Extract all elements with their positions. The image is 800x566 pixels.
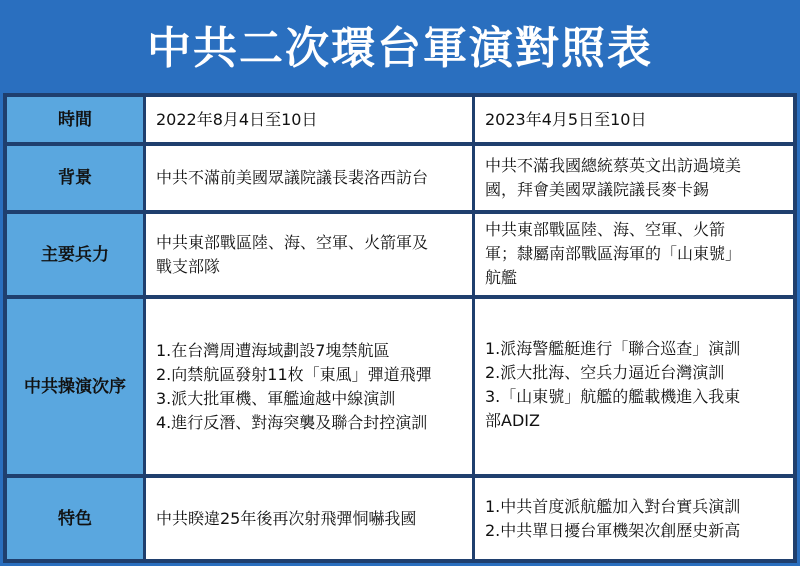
cell-text: 2022年8月4日至10日 <box>156 109 318 129</box>
table-row-background <box>3 146 797 210</box>
cell-text: 中共不滿我國總統蔡英文出訪過境美 國，拜會美國眾議院議長麥卡錫 <box>485 156 742 199</box>
cell-2023 <box>475 478 793 559</box>
page-title: 中共二次環台軍演對照表 <box>147 23 653 74</box>
cell-text: 中共不滿前美國眾議院議長裴洛西訪台 <box>156 168 429 187</box>
row-header <box>7 299 143 474</box>
cell-2023 <box>475 214 793 295</box>
cell-2023 <box>475 299 793 474</box>
row-header <box>7 478 143 559</box>
table-row-time <box>3 97 797 142</box>
table-row-forces <box>3 214 797 295</box>
cell-text: 2023年4月5日至10日 <box>485 109 647 129</box>
row-header <box>7 146 143 210</box>
cell-text: 1.派海警艦艇進行「聯合巡查」演訓 2.派大批海、空兵力逼近台灣演訓 3.「山東號」航艦的艦載機進入我東 部ADIZ <box>485 339 741 430</box>
cell-2022 <box>146 97 472 142</box>
cell-2022 <box>146 146 472 210</box>
cell-text: 1.在台灣周遭海域劃設7塊禁航區 2.向禁航區發射11枚「東風」彈道飛彈 3.派大批軍機、軍艦逾越中線演訓 4.進行反潛、對海突襲及聯合封控演訓 <box>156 340 432 432</box>
table-row-features <box>3 478 797 559</box>
row-header <box>7 214 143 295</box>
row-header-label: 時間 <box>58 109 92 130</box>
cell-text: 中共東部戰區陸、海、空軍、火箭軍及 戰支部隊 <box>156 232 429 276</box>
cell-text: 1.中共首度派航艦加入對台實兵演訓 2.中共單日擾台軍機架次創歷史新高 <box>485 496 741 540</box>
row-header-label: 中共操演次序 <box>24 376 126 397</box>
cell-text: 中共睽違25年後再次射飛彈恫嚇我國 <box>156 508 417 528</box>
table-row-sequence <box>3 299 797 474</box>
cell-2023 <box>475 146 793 210</box>
row-header <box>7 97 143 142</box>
row-header-label: 主要兵力 <box>41 244 109 265</box>
row-header-label: 特色 <box>58 508 92 529</box>
comparison-table <box>3 93 797 563</box>
cell-2023 <box>475 97 793 142</box>
cell-text: 中共東部戰區陸、海、空軍、火箭 軍；隸屬南部戰區海軍的「山東號」 航艦 <box>485 220 742 287</box>
cell-2022 <box>146 214 472 295</box>
cell-2022 <box>146 299 472 474</box>
cell-2022 <box>146 478 472 559</box>
row-header-label: 背景 <box>58 168 92 188</box>
